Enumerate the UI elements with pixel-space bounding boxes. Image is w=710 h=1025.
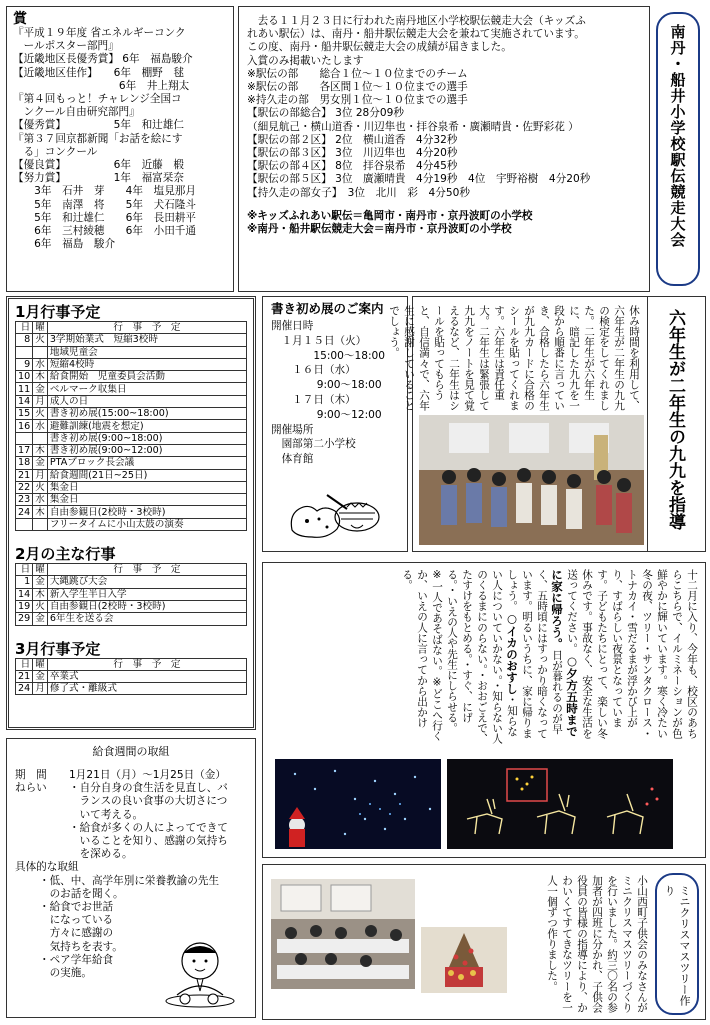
table-cell: 14 [16, 395, 33, 407]
text-line: 6年 三村綾穂 6年 小田千通 [13, 225, 196, 238]
table-cell: 金 [33, 670, 48, 682]
table-cell: 水 [33, 420, 48, 432]
text-line: ランスの良い食事の大切さにつ [69, 795, 228, 808]
text-line: になっている [39, 914, 114, 927]
january-table [15, 321, 247, 531]
kakizome-title: 書き初め展のご案内 [271, 301, 384, 316]
text-line: ンクール自由研究部門』 [13, 106, 140, 119]
table-cell: 18 [16, 457, 33, 469]
text-line: ・給食が多くの人によってできて [69, 821, 228, 834]
table-cell: 8 [16, 334, 33, 346]
table-cell: 自由参観日(2校時・3校時) [47, 506, 246, 518]
table-header: 曜 [33, 658, 48, 670]
table-row [16, 518, 247, 530]
text-line: 去る１１月２３日に行われた南丹地区小学校駅伝競走大会（キッズふ [247, 15, 586, 27]
table-header: 日 [16, 658, 33, 670]
table-cell: 17 [16, 444, 33, 456]
table-cell: 書き初め展(15:00~18:00) [47, 408, 246, 420]
safety-item: ※どこへ行くか、いえの人に言ってから出かける。 [401, 569, 443, 742]
table-cell: 大縄跳び大会 [47, 576, 246, 588]
text-line: 『第３７回京都新聞「お話を絵にす [13, 132, 183, 145]
table-cell: 水 [33, 494, 48, 506]
text-line: 6年 福島 駿介 [13, 238, 116, 251]
january-title: 1月行事予定 [15, 303, 101, 321]
table-cell [16, 518, 33, 530]
text-line: 【持久走の部女子】 3位 北川 彩 4分50秒 [247, 186, 470, 199]
table-row [16, 481, 247, 493]
tree-text: 小山西町子供会のみなさんがミニクリスマスツリーづくりを行いました。約三〇名の参加者が四班に分かれ、子供会役員の皆様の指導により、かわいくてすてきなツリーを一人一個ずつ作りました。 [546, 875, 648, 1013]
table-cell: 集金日 [47, 481, 246, 493]
text-line: 6年 井上翔太 [13, 79, 190, 92]
text-line: 5年 南澤 将 5年 犬石隆斗 [13, 198, 196, 211]
table-header: 曜 [33, 322, 48, 334]
ink-brush-illustration [287, 485, 387, 545]
table-cell: 29 [16, 613, 33, 625]
tree-title-pill [655, 873, 699, 1015]
table-row [16, 408, 247, 420]
kuku-photo-scene [419, 415, 644, 545]
table-cell: 書き初め展(9:00~18:00) [47, 432, 246, 444]
table-cell: 9 [16, 358, 33, 370]
text-line: 【駅伝の部５区】 3位 廣瀬晴貴 4分19秒 4位 宇野裕樹 4分20秒 [247, 173, 591, 186]
ekiden-title-pill [656, 12, 700, 286]
table-row [16, 383, 247, 395]
text-line: 入賞のみ掲載いたします [247, 54, 364, 67]
table-row [16, 371, 247, 383]
table-cell: 修了式・離級式 [47, 683, 246, 695]
table-cell: PTAブロック長会議 [47, 457, 246, 469]
march-title: 3月行事予定 [15, 639, 101, 658]
text-line: 9:00～18:00 [271, 379, 382, 392]
kyushoku-actions-label: 具体的な取組 [15, 861, 79, 874]
safety-item: ・知らない人についていかない。 [491, 569, 518, 737]
text-line: 【駅伝の部２区】 2位 横山道香 4分32秒 [247, 133, 458, 146]
table-row [16, 334, 247, 346]
text-line: 『第４回もっと！チャレンジ全国コ [13, 93, 182, 106]
table-cell: 成人の日 [47, 395, 246, 407]
table-row [16, 469, 247, 481]
table-cell [16, 346, 33, 358]
table-row [16, 346, 247, 358]
text-line: 体育館 [271, 453, 314, 466]
text-line: 【近畿地区長優秀賞】 6年 福島駿介 [13, 53, 193, 66]
table-row [16, 506, 247, 518]
table-cell: 自由参観日(2校時・3校時) [47, 600, 246, 612]
tree-photo-ornament [421, 927, 507, 993]
text-line: ・自分自身の食生活を見直し、バ [69, 782, 228, 795]
text-line: 5年 和辻雄仁 6年 長田耕平 [13, 211, 196, 224]
table-header: 曜 [33, 564, 48, 576]
illumination-text-area [299, 569, 699, 745]
march-table [15, 658, 247, 696]
table-cell: 1 [16, 576, 33, 588]
kakizome-lines [271, 319, 399, 467]
tree-title: ミニクリスマスツリー作り [663, 885, 691, 1006]
table-header: 行 事 予 定 [47, 658, 246, 670]
february-title: 2月の主な行事 [15, 545, 116, 564]
table-row [16, 683, 247, 695]
text-line: 開催場所 [271, 423, 314, 436]
table-cell: 月 [33, 395, 48, 407]
text-line: 『平成１９年度 省エネルギーコンク [13, 27, 186, 39]
illumination-sub-text: 日が暮れるのが早く、五時頃にはすっかり暗くなっています。明るいうちに、家に帰りましょう。 [506, 569, 563, 739]
table-cell: 新入学生半日入学 [47, 588, 246, 600]
table-cell: 月 [33, 683, 48, 695]
tree-photo-room [271, 879, 415, 989]
awards-lines [13, 27, 227, 251]
table-cell: 月 [33, 469, 48, 481]
table-cell: 地域児童会 [47, 346, 246, 358]
child-eating-illustration [155, 935, 245, 1013]
text-line: 9:00～12:00 [271, 408, 382, 421]
illumination-photo-2 [447, 759, 673, 849]
kyushoku-period-label: 期 間 [15, 769, 47, 781]
table-cell: 金 [33, 576, 48, 588]
text-line: ※キッズふれあい駅伝＝亀岡市・南丹市・京丹波町の小学校 [247, 209, 533, 222]
illumination-photo-1 [275, 759, 441, 849]
text-line: ールポスター部門』 [13, 40, 119, 53]
table-header: 日 [16, 564, 33, 576]
tree-photo-room-scene [271, 879, 415, 989]
ekiden-report-lines [247, 15, 641, 200]
kyushoku-period-row [15, 769, 247, 782]
text-line: 【駅伝の部３区】 3位 川辺隼也 4分20秒 [247, 147, 458, 160]
tree-box [262, 864, 706, 1020]
table-cell: 集金日 [47, 494, 246, 506]
table-cell [33, 518, 48, 530]
text-line: のお話を聞く。 [39, 887, 124, 900]
table-cell [33, 432, 48, 444]
text-line: 園部第二小学校 [271, 438, 356, 451]
kuku-text: 休み時間を利用して、六年生が二年生の九九の検定をしてくれました。二年生が六年生に、暗記した九九を一段から順番に言っていき、合格したら六年生が九九カードに合格のシールを貼ってくれます。六年生は責任重大。二年生は緊張して九九をノートを見て覚えるなど、二年生はシールを貼ってもらうと、自信満々で、六年生に感謝していることでしょう。 [388, 305, 640, 411]
text-line: 【努力賞】 1年 福富栞奈 [13, 172, 184, 185]
illumination-text: 十二月に入り、今年も、校区のあちらこちらで、イルミネーションが色鮮やかに輝いています。寒く冷たい冬の夜、ツリー・サンタクロース・トナカイ・雪だるまが浮かび上がり、すばらしい夜景となっています。子どもたちにとって、楽しい冬休みです。事故なく、安全な生活を送ってください。 [566, 569, 698, 739]
kyushoku-period-value: 1月21日（月）～1月25日（金） [69, 769, 226, 781]
text-line: １月１５日（火） [271, 334, 367, 347]
kuku-title-box [648, 296, 706, 552]
ekiden-title: 南丹・船井小学校駅伝競走大会 [668, 24, 687, 248]
february-table [15, 563, 247, 625]
table-cell: 金 [33, 613, 48, 625]
text-line: いて考える。 [69, 808, 144, 821]
table-row [16, 494, 247, 506]
safety-item: ・知らない人のくるまにのらない。 [476, 569, 503, 744]
table-cell: 避難訓練(地震を想定) [47, 420, 246, 432]
kyushoku-aims [69, 782, 228, 861]
table-cell [16, 432, 33, 444]
table-cell: ベルマーク収集日 [47, 383, 246, 395]
illumination-scene-tree-santa [275, 759, 441, 849]
table-row [16, 600, 247, 612]
text-line: 方々に感謝の [39, 927, 114, 940]
table-row [16, 457, 247, 469]
awards-box [6, 6, 234, 292]
table-cell: 11 [16, 383, 33, 395]
table-row [16, 432, 247, 444]
text-line: 【駅伝の部４区】 8位 拝谷泉希 4分45秒 [247, 160, 458, 173]
kyushoku-aim-row [15, 782, 247, 861]
table-cell: 木 [33, 506, 48, 518]
kyushoku-title: 給食週間の取組 [92, 745, 170, 758]
text-line: 15:00～18:00 [271, 349, 386, 362]
text-line: ・低、中、高学年別に栄養教諭の先生 [39, 874, 220, 887]
kuku-photo [419, 415, 644, 545]
text-line: ※南丹・船井駅伝競走大会＝南丹市・京丹波町の小学校 [247, 223, 512, 236]
table-header: 行 事 予 定 [47, 322, 246, 334]
table-cell: 火 [33, 408, 48, 420]
table-cell: 6年生を送る会 [47, 613, 246, 625]
table-row [16, 670, 247, 682]
kyushoku-aim-label: ねらい [15, 782, 47, 795]
table-cell: 木 [33, 444, 48, 456]
text-line: いることを知り、感謝の気持ち [69, 835, 228, 848]
table-cell: 15 [16, 408, 33, 420]
table-cell: 10 [16, 371, 33, 383]
kuku-title: 六年生が二年生の九九を指導 [665, 309, 685, 530]
ekiden-report-box [238, 6, 650, 292]
text-line: この度、南丹・船井駅伝競走大会の成績が届きました。 [247, 41, 512, 54]
awards-heading: 賞 [13, 11, 27, 27]
text-line: （細見航己・横山道香・川辺隼也・拝谷泉希・廣瀬晴貴・佐野彩花 ） [247, 120, 579, 133]
table-cell: 水 [33, 358, 48, 370]
table-cell: 金 [33, 457, 48, 469]
text-line: 【駅伝の部総合】 3位 28分09秒 [247, 107, 404, 120]
text-line: １７日（木） [271, 393, 356, 406]
table-row [16, 444, 247, 456]
table-row [16, 588, 247, 600]
table-row [16, 576, 247, 588]
table-row [16, 613, 247, 625]
table-cell: 書き初め展(9:00~12:00) [47, 444, 246, 456]
table-cell: 24 [16, 683, 33, 695]
table-cell: 火 [33, 600, 48, 612]
table-cell: 火 [33, 481, 48, 493]
table-cell: 23 [16, 494, 33, 506]
illumination-heading-1: ○夕方五時までに家に帰ろう。 [550, 569, 579, 737]
text-line: ※駅伝の部 各区間１位～１０位までの選手 [247, 81, 468, 94]
table-cell: 短縮4校時 [47, 358, 246, 370]
text-line: 【優良賞】 6年 近藤 椴 [13, 159, 184, 172]
table-cell [33, 346, 48, 358]
text-line: 【優秀賞】 5年 和辻雄仁 [13, 119, 184, 132]
safety-list [401, 569, 518, 744]
text-line: 開催日時 [271, 320, 314, 332]
illumination-box [262, 562, 706, 858]
table-header: 行 事 予 定 [47, 564, 246, 576]
table-cell: 24 [16, 506, 33, 518]
text-line: ・給食でお世話 [39, 901, 114, 914]
table-cell: 火 [33, 334, 48, 346]
table-cell: フリータイムに小山太鼓の演奏 [47, 518, 246, 530]
table-cell: 21 [16, 469, 33, 481]
text-line: ※持久走の部 男女別１位～１０位までの選手 [247, 94, 468, 107]
table-cell: 木 [33, 588, 48, 600]
table-cell: 金 [33, 383, 48, 395]
ekiden-title-box [652, 6, 706, 292]
text-line: 【近畿地区佳作】 6年 棚野 毬 [13, 66, 184, 79]
text-line: ・ペア学年給食 [39, 953, 114, 966]
schedule-box [6, 296, 256, 730]
text-line: ※駅伝の部 総合１位～１０位までのチーム [247, 67, 468, 80]
table-cell: 19 [16, 600, 33, 612]
table-cell: 16 [16, 420, 33, 432]
text-line: １６日（水） [271, 364, 356, 377]
ekiden-notes [247, 210, 641, 236]
table-row [16, 395, 247, 407]
safety-item: ※一人であそばない。 [431, 569, 443, 677]
safety-item: ・すぐ、にげる。 [446, 569, 473, 723]
table-cell: 給食週間(21日~25日) [47, 469, 246, 481]
illumination-heading-2: ○イカのおすし [505, 611, 519, 695]
table-cell: 14 [16, 588, 33, 600]
table-header: 日 [16, 322, 33, 334]
table-cell: 給食開始 児童委員会活動 [47, 371, 246, 383]
kuku-box [388, 296, 648, 552]
illumination-body [399, 569, 699, 745]
table-row [16, 358, 247, 370]
table-cell: 3学期始業式 短縮3校時 [47, 334, 246, 346]
table-cell: 22 [16, 481, 33, 493]
text-line: 気持ちを表す。 [39, 940, 123, 953]
text-line: 3年 石井 芽 4年 塩見那月 [13, 185, 196, 198]
safety-item: ・おおごえで、たすけをもとめる。 [461, 569, 488, 744]
table-row [16, 420, 247, 432]
tree-photo-ornament-scene [421, 927, 507, 993]
kyushoku-box [6, 738, 256, 1018]
text-line: る」コンクール [13, 145, 98, 158]
illumination-scene-reindeer [447, 759, 673, 849]
safety-item: ・いえの人や先生にしらせる。 [446, 584, 458, 734]
text-line: の実施。 [39, 967, 92, 980]
text-line: れあい駅伝）は、南丹・船井駅伝競走大会を兼ねて実施されています。 [247, 28, 585, 41]
table-cell: 木 [33, 371, 48, 383]
table-cell: 21 [16, 670, 33, 682]
table-cell: 卒業式 [47, 670, 246, 682]
text-line: を深める。 [69, 848, 133, 861]
